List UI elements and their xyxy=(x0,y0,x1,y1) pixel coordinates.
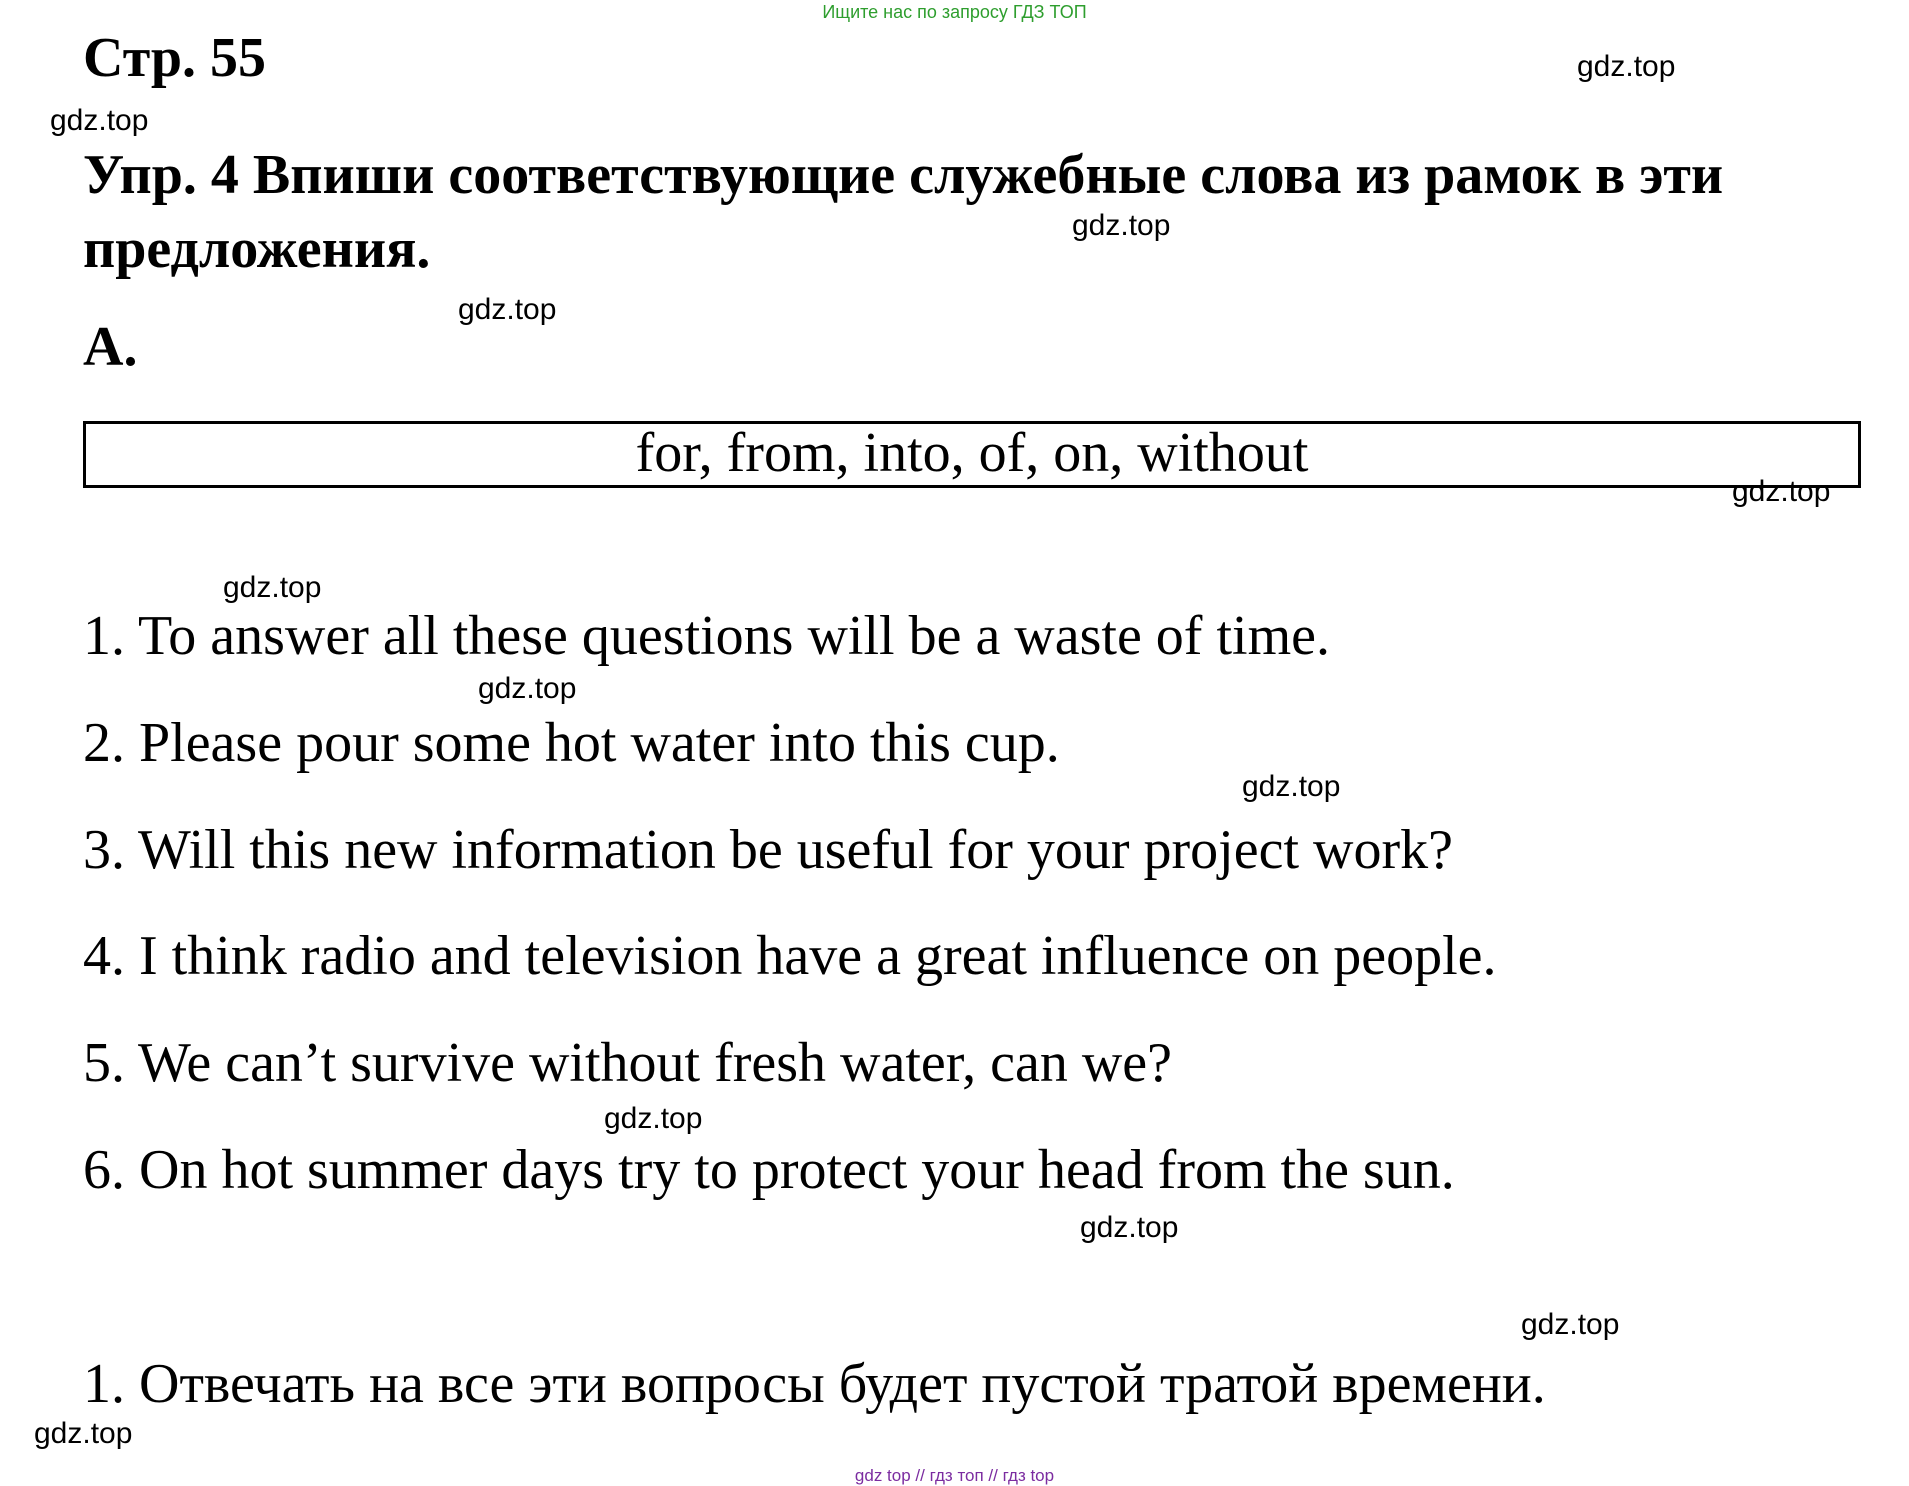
watermark: gdz.top xyxy=(1577,50,1676,83)
watermark: gdz.top xyxy=(458,293,557,326)
top-banner: Ищите нас по запросу ГДЗ ТОП xyxy=(822,2,1087,22)
sentence-3: 3. Will this new information be useful for your project work? xyxy=(83,819,1453,881)
sentence-2: 2. Please pour some hot water into this cup. xyxy=(83,712,1060,774)
sentence-6: 6. On hot summer days try to protect your head from the sun. xyxy=(83,1139,1455,1201)
watermark: gdz.top xyxy=(1072,209,1171,242)
sentence-4: 4. I think radio and television have a great influence on people. xyxy=(83,925,1497,987)
watermark: gdz.top xyxy=(1242,770,1341,803)
watermark: gdz.top xyxy=(1521,1308,1620,1341)
watermark: gdz.top xyxy=(50,104,149,137)
page-title: Стр. 55 xyxy=(83,27,267,89)
word-box: for, from, into, of, on, without xyxy=(83,421,1861,488)
watermark: gdz.top xyxy=(1732,475,1831,508)
sentence-1: 1. To answer all these questions will be a waste of time. xyxy=(83,605,1330,667)
watermark: gdz.top xyxy=(223,571,322,604)
watermark: gdz.top xyxy=(604,1102,703,1135)
watermark: gdz.top xyxy=(478,672,577,705)
section-label: А. xyxy=(83,316,138,378)
footer-watermark: gdz top // гдз топ // гдз top xyxy=(854,1466,1055,1485)
exercise-title: Упр. 4 Впиши соответствующие служебные слова из рамок в эти предложения. xyxy=(83,144,1724,280)
sentence-5: 5. We can’t survive without fresh water, can we? xyxy=(83,1032,1173,1094)
watermark: gdz.top xyxy=(34,1417,133,1450)
watermark: gdz.top xyxy=(1080,1211,1179,1244)
translation-1: 1. Отвечать на все эти вопросы будет пустой тратой времени. xyxy=(83,1353,1546,1415)
